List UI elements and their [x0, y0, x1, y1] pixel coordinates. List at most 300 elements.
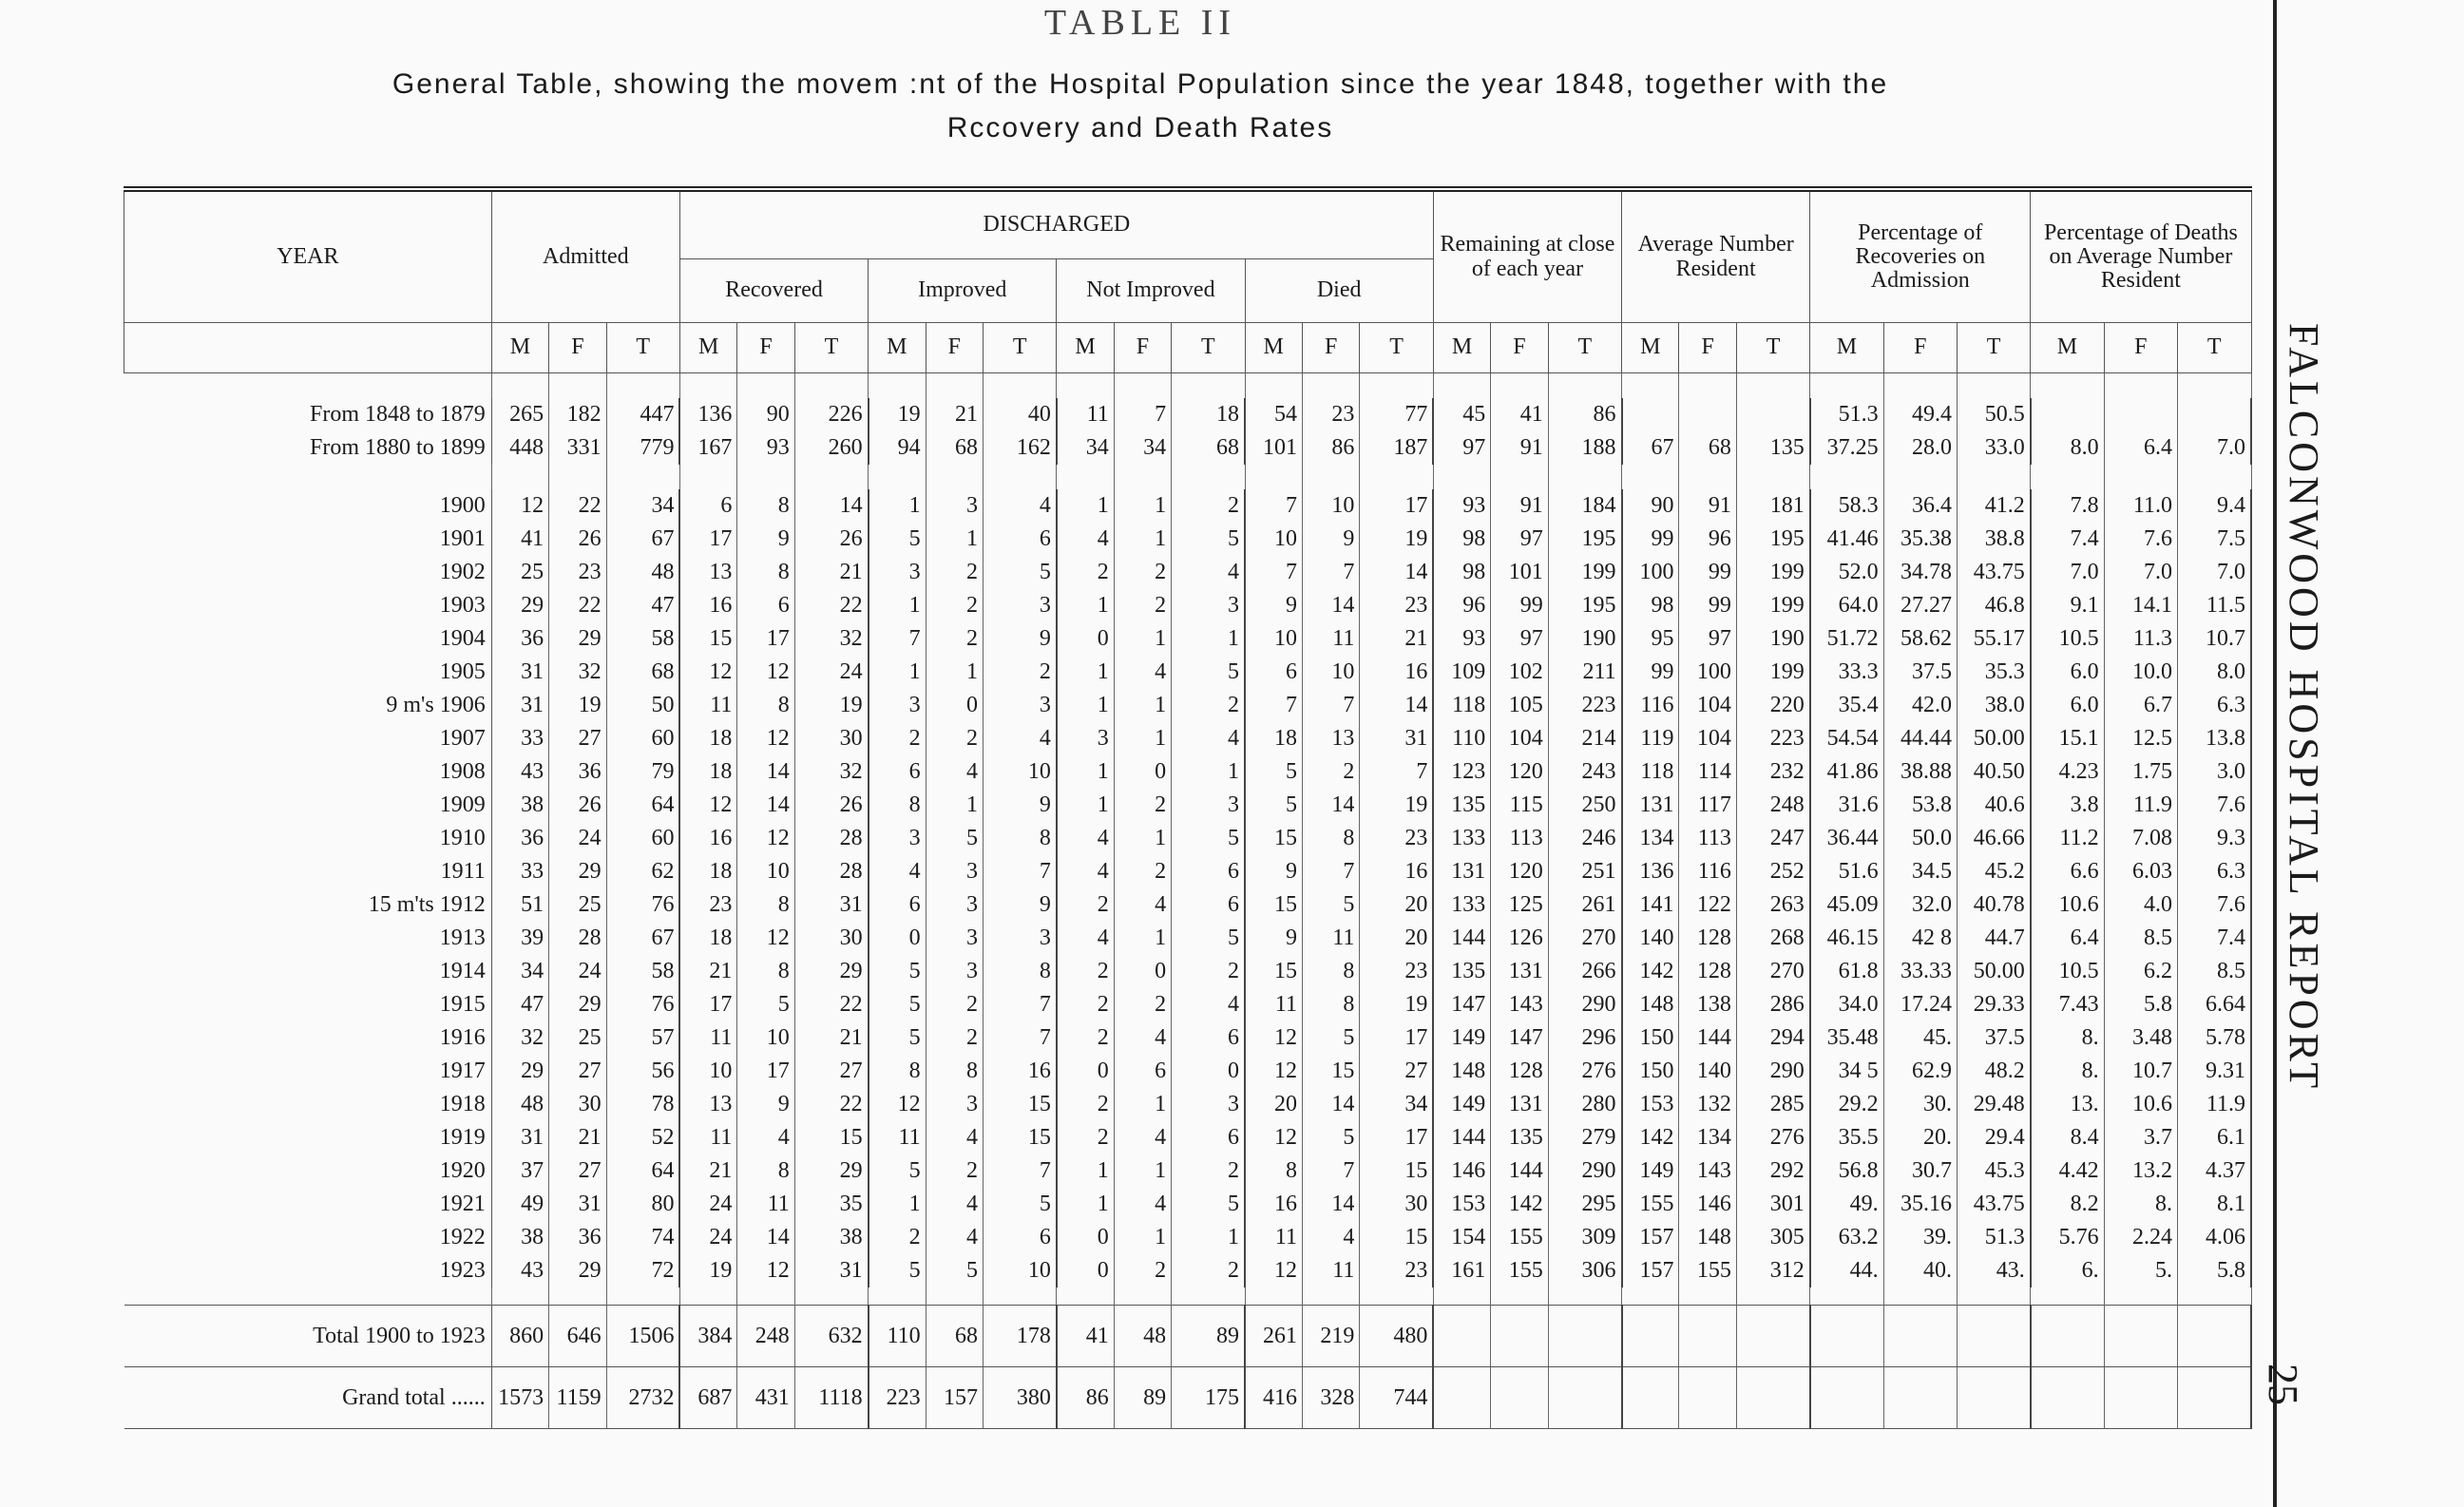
year-cell: 1908 [124, 755, 492, 789]
value-cell: 1 [1057, 689, 1114, 722]
value-cell: 29 [491, 589, 548, 622]
value-cell: 131 [1433, 855, 1490, 888]
value-cell: 3 [926, 489, 983, 523]
spacer-row [124, 1288, 2252, 1306]
spacer-cell [2031, 1288, 2104, 1306]
header-pct-deaths: Percentage of Deaths on Average Number Resident [2031, 189, 2251, 323]
value-cell: 14 [794, 489, 868, 523]
value-cell: 3 [983, 922, 1056, 955]
value-cell: 154 [1433, 1221, 1490, 1254]
value-cell: 4 [926, 755, 983, 789]
value-cell: 187 [1360, 431, 1433, 465]
value-cell: 1 [869, 656, 926, 689]
spacer-cell [491, 373, 548, 399]
value-cell: 18 [679, 922, 736, 955]
value-cell: 5.8 [2104, 988, 2177, 1021]
table-row [124, 1154, 2252, 1188]
value-cell: 90 [737, 398, 794, 431]
value-cell: 144 [1433, 922, 1490, 955]
value-cell: 33 [491, 855, 548, 888]
value-cell: 2 [1172, 489, 1245, 523]
value-cell: 7 [1245, 489, 1302, 523]
value-cell: 148 [1433, 1055, 1490, 1088]
value-cell: 7.0 [2104, 556, 2177, 589]
value-cell: 5 [869, 1254, 926, 1288]
value-cell: 32 [549, 656, 606, 689]
value-cell: 96 [1679, 523, 1736, 556]
value-cell: 4 [869, 855, 926, 888]
value-cell [1622, 1367, 1679, 1429]
value-cell: 38.8 [1957, 523, 2030, 556]
value-cell: 1 [926, 523, 983, 556]
value-cell: 4.23 [2031, 755, 2104, 789]
table-row [124, 922, 2252, 955]
value-cell [1548, 1306, 1621, 1367]
value-cell: 9.31 [2177, 1055, 2251, 1088]
spacer-cell [1360, 373, 1433, 399]
value-cell: 7 [869, 622, 926, 656]
value-cell: 20 [1360, 922, 1433, 955]
value-cell: 3 [926, 855, 983, 888]
value-cell: 301 [1736, 1188, 1809, 1221]
spacer-cell [679, 465, 736, 489]
value-cell: 6.4 [2031, 922, 2104, 955]
value-cell: 19 [869, 398, 926, 431]
value-cell: 38 [491, 1221, 548, 1254]
value-cell: 44.44 [1883, 722, 1957, 755]
value-cell: 8 [737, 689, 794, 722]
value-cell: 64.0 [1810, 589, 1883, 622]
value-cell: 23 [1360, 1254, 1433, 1288]
header-died: Died [1245, 259, 1433, 323]
value-cell: 16 [1360, 656, 1433, 689]
value-cell: 8 [869, 1055, 926, 1088]
value-cell: 16 [1245, 1188, 1302, 1221]
value-cell: 40.50 [1957, 755, 2030, 789]
value-cell: 431 [737, 1367, 794, 1429]
value-cell: 29 [491, 1055, 548, 1088]
value-cell: 195 [1548, 589, 1621, 622]
value-cell: 29.2 [1810, 1088, 1883, 1121]
value-cell: 131 [1491, 955, 1548, 988]
value-cell: 125 [1491, 888, 1548, 922]
value-cell: 43 [491, 1254, 548, 1288]
value-cell: 6.0 [2031, 689, 2104, 722]
value-cell: 101 [1491, 556, 1548, 589]
value-cell: 33.0 [1957, 431, 2030, 465]
value-cell: 119 [1622, 722, 1679, 755]
value-cell: 40.6 [1957, 789, 2030, 822]
value-cell: 12.5 [2104, 722, 2177, 755]
value-cell: 219 [1302, 1306, 1359, 1367]
spacer-cell [2177, 465, 2251, 489]
value-cell [1736, 1367, 1809, 1429]
value-cell: 14.1 [2104, 589, 2177, 622]
value-cell: 155 [1679, 1254, 1736, 1288]
value-cell: 8 [737, 556, 794, 589]
spacer-cell [679, 373, 736, 399]
value-cell: 195 [1548, 523, 1621, 556]
value-cell: 6.2 [2104, 955, 2177, 988]
value-cell: 2 [1172, 689, 1245, 722]
value-cell: 25 [549, 888, 606, 922]
value-cell: 36 [549, 1221, 606, 1254]
value-cell: 1 [869, 1188, 926, 1221]
value-cell: 1 [1057, 589, 1114, 622]
value-cell: 18 [679, 722, 736, 755]
value-cell: 149 [1622, 1154, 1679, 1188]
table-row [124, 722, 2252, 755]
value-cell: 10.6 [2031, 888, 2104, 922]
value-cell: 7 [983, 988, 1056, 1021]
value-cell: 8 [983, 822, 1056, 855]
value-cell: 16 [983, 1055, 1056, 1088]
value-cell: 48.2 [1957, 1055, 2030, 1088]
value-cell: 6 [1172, 888, 1245, 922]
spacer-cell [1433, 1288, 1490, 1306]
value-cell: 30 [1360, 1188, 1433, 1221]
value-cell: 68 [1172, 431, 1245, 465]
value-cell: 142 [1491, 1188, 1548, 1221]
value-cell: 25 [491, 556, 548, 589]
value-cell: 48 [1114, 1306, 1171, 1367]
value-cell: 21 [679, 1154, 736, 1188]
value-cell: 8. [2031, 1055, 2104, 1088]
spacer-cell [1433, 373, 1490, 399]
value-cell: 4.42 [2031, 1154, 2104, 1188]
value-cell: 9 [1245, 589, 1302, 622]
spacer-cell [1810, 465, 1883, 489]
value-cell: 115 [1491, 789, 1548, 822]
value-cell: 22 [794, 1088, 868, 1121]
value-cell: 51.72 [1810, 622, 1883, 656]
subheader-m: M [679, 323, 736, 373]
value-cell: 1 [926, 656, 983, 689]
value-cell [1957, 1306, 2030, 1367]
subheader-f: F [1883, 323, 1957, 373]
value-cell: 9.1 [2031, 589, 2104, 622]
value-cell: 16 [679, 822, 736, 855]
value-cell: 86 [1302, 431, 1359, 465]
value-cell: 2 [983, 656, 1056, 689]
value-cell: 2 [1114, 988, 1171, 1021]
value-cell: 19 [679, 1254, 736, 1288]
value-cell: 23 [1360, 955, 1433, 988]
value-cell: 30 [794, 922, 868, 955]
table-row [124, 855, 2252, 888]
value-cell: 11 [1302, 1254, 1359, 1288]
value-cell: 29 [549, 988, 606, 1021]
value-cell: 14 [737, 755, 794, 789]
value-cell: 15 [1360, 1221, 1433, 1254]
value-cell: 35.16 [1883, 1188, 1957, 1221]
value-cell: 5 [983, 556, 1056, 589]
value-cell: 1 [1114, 1154, 1171, 1188]
value-cell: 3 [1057, 722, 1114, 755]
value-cell: 290 [1548, 988, 1621, 1021]
value-cell: 27 [549, 1154, 606, 1188]
value-cell: 11.5 [2177, 589, 2251, 622]
subheader-t: T [1172, 323, 1245, 373]
value-cell: 2 [1172, 1154, 1245, 1188]
value-cell [2177, 1306, 2251, 1367]
value-cell [2104, 398, 2177, 431]
value-cell: 190 [1736, 622, 1809, 656]
value-cell: 8 [737, 955, 794, 988]
spacer-cell [1302, 1288, 1359, 1306]
value-cell: 53.8 [1883, 789, 1957, 822]
spacer-cell [1172, 465, 1245, 489]
value-cell: 31 [549, 1188, 606, 1221]
value-cell: 29 [549, 622, 606, 656]
value-cell: 286 [1736, 988, 1809, 1021]
value-cell: 4 [1114, 656, 1171, 689]
value-cell: 480 [1360, 1306, 1433, 1367]
value-cell: 45 [1433, 398, 1490, 431]
spacer-cell [606, 1288, 679, 1306]
value-cell: 5. [2104, 1254, 2177, 1288]
value-cell: 292 [1736, 1154, 1809, 1188]
value-cell: 7 [983, 1154, 1056, 1188]
value-cell: 8 [737, 1154, 794, 1188]
table-subtitle: Rccovery and Death Rates [946, 112, 1334, 143]
value-cell [1433, 1367, 1490, 1429]
value-cell: 4 [1172, 722, 1245, 755]
value-cell: 17 [737, 1055, 794, 1088]
spacer-cell [1057, 373, 1114, 399]
value-cell: 312 [1736, 1254, 1809, 1288]
value-cell: 7.0 [2177, 556, 2251, 589]
value-cell: 8.5 [2177, 955, 2251, 988]
value-cell: 7 [983, 1021, 1056, 1055]
value-cell: 8. [2031, 1021, 2104, 1055]
value-cell: 28 [794, 822, 868, 855]
value-cell: 40.78 [1957, 888, 2030, 922]
value-cell: 3.8 [2031, 789, 2104, 822]
value-cell: 56 [606, 1055, 679, 1088]
spacer-cell [549, 373, 606, 399]
value-cell: 51 [491, 888, 548, 922]
value-cell: 135 [1736, 431, 1809, 465]
value-cell: 7.43 [2031, 988, 2104, 1021]
header-admitted: Admitted [491, 189, 679, 323]
value-cell: 8 [926, 1055, 983, 1088]
value-cell: 2 [926, 722, 983, 755]
value-cell: 199 [1548, 556, 1621, 589]
table-title: General Table, showing the movem :nt of the Hospital Population since the year 1848, together with the [392, 68, 1889, 100]
value-cell: 9.3 [2177, 822, 2251, 855]
value-cell: 27 [1360, 1055, 1433, 1088]
value-cell: 21 [549, 1121, 606, 1154]
value-cell: 17 [737, 622, 794, 656]
value-cell: 29.48 [1957, 1088, 2030, 1121]
value-cell: 55.17 [1957, 622, 2030, 656]
table-row [124, 822, 2252, 855]
value-cell: 12 [491, 489, 548, 523]
value-cell: 74 [606, 1221, 679, 1254]
value-cell: 5.76 [2031, 1221, 2104, 1254]
value-cell: 5 [926, 1254, 983, 1288]
value-cell: 12 [1245, 1021, 1302, 1055]
value-cell: 8 [1245, 1154, 1302, 1188]
spacer-cell [1622, 465, 1679, 489]
value-cell: 175 [1172, 1367, 1245, 1429]
value-cell: 89 [1172, 1306, 1245, 1367]
spacer-cell [869, 1288, 926, 1306]
spacer-cell [1057, 465, 1114, 489]
value-cell: 632 [794, 1306, 868, 1367]
value-cell: 2 [1057, 988, 1114, 1021]
value-cell: 24 [549, 822, 606, 855]
value-cell: 20. [1883, 1121, 1957, 1154]
value-cell: 64 [606, 1154, 679, 1188]
value-cell: 6. [2031, 1254, 2104, 1288]
value-cell: 10.5 [2031, 622, 2104, 656]
value-cell: 1 [1114, 689, 1171, 722]
subheader-t: T [2177, 323, 2251, 373]
value-cell: 38.0 [1957, 689, 2030, 722]
value-cell: 270 [1548, 922, 1621, 955]
value-cell: 12 [869, 1088, 926, 1121]
value-cell: 15 [679, 622, 736, 656]
spacer-row [124, 373, 2252, 399]
value-cell: 89 [1114, 1367, 1171, 1429]
value-cell: 40. [1883, 1254, 1957, 1288]
table-row [124, 431, 2252, 465]
value-cell: 5.8 [2177, 1254, 2251, 1288]
value-cell: 2 [1114, 556, 1171, 589]
spacer-cell [1548, 465, 1621, 489]
value-cell: 105 [1491, 689, 1548, 722]
value-cell: 60 [606, 822, 679, 855]
value-cell: 32.0 [1883, 888, 1957, 922]
year-cell: 15 m'ts 1912 [124, 888, 492, 922]
value-cell: 1 [1114, 523, 1171, 556]
value-cell: 13. [2031, 1088, 2104, 1121]
spacer-cell [2031, 373, 2104, 399]
value-cell: 6.0 [2031, 656, 2104, 689]
value-cell: 181 [1736, 489, 1809, 523]
value-cell [1491, 1367, 1548, 1429]
year-cell: 1909 [124, 789, 492, 822]
value-cell: 140 [1622, 922, 1679, 955]
value-cell: 98 [1622, 589, 1679, 622]
spacer-cell [1114, 1288, 1171, 1306]
spacer-cell [1302, 373, 1359, 399]
table-row [124, 955, 2252, 988]
value-cell: 5 [869, 523, 926, 556]
value-cell: 7.6 [2177, 888, 2251, 922]
value-cell: 9.4 [2177, 489, 2251, 523]
value-cell: 5 [926, 822, 983, 855]
value-cell: 146 [1679, 1188, 1736, 1221]
value-cell: 150 [1622, 1055, 1679, 1088]
value-cell: 41 [1491, 398, 1548, 431]
value-cell: 153 [1622, 1088, 1679, 1121]
subheader-f: F [1491, 323, 1548, 373]
value-cell: 6 [1245, 656, 1302, 689]
value-cell: 41.86 [1810, 755, 1883, 789]
spacer-cell [124, 465, 492, 489]
value-cell: 0 [1114, 755, 1171, 789]
value-cell: 110 [869, 1306, 926, 1367]
value-cell: 3 [926, 1088, 983, 1121]
value-cell [1957, 1367, 2030, 1429]
value-cell: 5 [1302, 1121, 1359, 1154]
value-cell: 448 [491, 431, 548, 465]
value-cell: 77 [1360, 398, 1433, 431]
value-cell: 24 [794, 656, 868, 689]
subheader-m: M [1433, 323, 1490, 373]
value-cell: 8 [1302, 955, 1359, 988]
value-cell: 62 [606, 855, 679, 888]
value-cell: 178 [983, 1306, 1056, 1367]
year-cell: 1915 [124, 988, 492, 1021]
value-cell: 0 [1057, 1221, 1114, 1254]
year-cell: 1903 [124, 589, 492, 622]
value-cell: 6.7 [2104, 689, 2177, 722]
value-cell: 779 [606, 431, 679, 465]
value-cell: 211 [1548, 656, 1621, 689]
value-cell: 11 [869, 1121, 926, 1154]
value-cell: 68 [606, 656, 679, 689]
value-cell: 199 [1736, 656, 1809, 689]
spacer-cell [1114, 373, 1171, 399]
value-cell: 8. [2104, 1188, 2177, 1221]
table-row [124, 1121, 2252, 1154]
year-cell: 1902 [124, 556, 492, 589]
header-average: Average Number Resident [1622, 189, 1810, 323]
value-cell: 131 [1491, 1088, 1548, 1121]
table-row [124, 589, 2252, 622]
table-row [124, 1221, 2252, 1254]
value-cell: 27 [549, 722, 606, 755]
value-cell: 7.4 [2031, 523, 2104, 556]
value-cell: 90 [1622, 489, 1679, 523]
population-table [124, 186, 2252, 1429]
value-cell: 91 [1679, 489, 1736, 523]
value-cell: 21 [679, 955, 736, 988]
value-cell: 29 [794, 1154, 868, 1188]
value-cell: 0 [926, 689, 983, 722]
value-cell: 261 [1245, 1306, 1302, 1367]
value-cell: 22 [549, 489, 606, 523]
value-cell: 52 [606, 1121, 679, 1154]
value-cell: 10.7 [2177, 622, 2251, 656]
value-cell: 118 [1433, 689, 1490, 722]
spacer-cell [1883, 465, 1957, 489]
value-cell: 41 [491, 523, 548, 556]
value-cell: 2 [869, 1221, 926, 1254]
value-cell: 2.24 [2104, 1221, 2177, 1254]
value-cell: 29.33 [1957, 988, 2030, 1021]
value-cell: 48 [491, 1088, 548, 1121]
year-cell: 1922 [124, 1221, 492, 1254]
subheader-t: T [1736, 323, 1809, 373]
spacer-cell [1491, 1288, 1548, 1306]
spacer-cell [1548, 1288, 1621, 1306]
value-cell: 280 [1548, 1088, 1621, 1121]
value-cell: 34.0 [1810, 988, 1883, 1021]
value-cell: 132 [1679, 1088, 1736, 1121]
table-row [124, 1055, 2252, 1088]
value-cell: 118 [1622, 755, 1679, 789]
value-cell: 143 [1491, 988, 1548, 1021]
value-cell: 142 [1622, 955, 1679, 988]
value-cell: 47 [491, 988, 548, 1021]
value-cell: 15 [1245, 822, 1302, 855]
value-cell: 58 [606, 622, 679, 656]
